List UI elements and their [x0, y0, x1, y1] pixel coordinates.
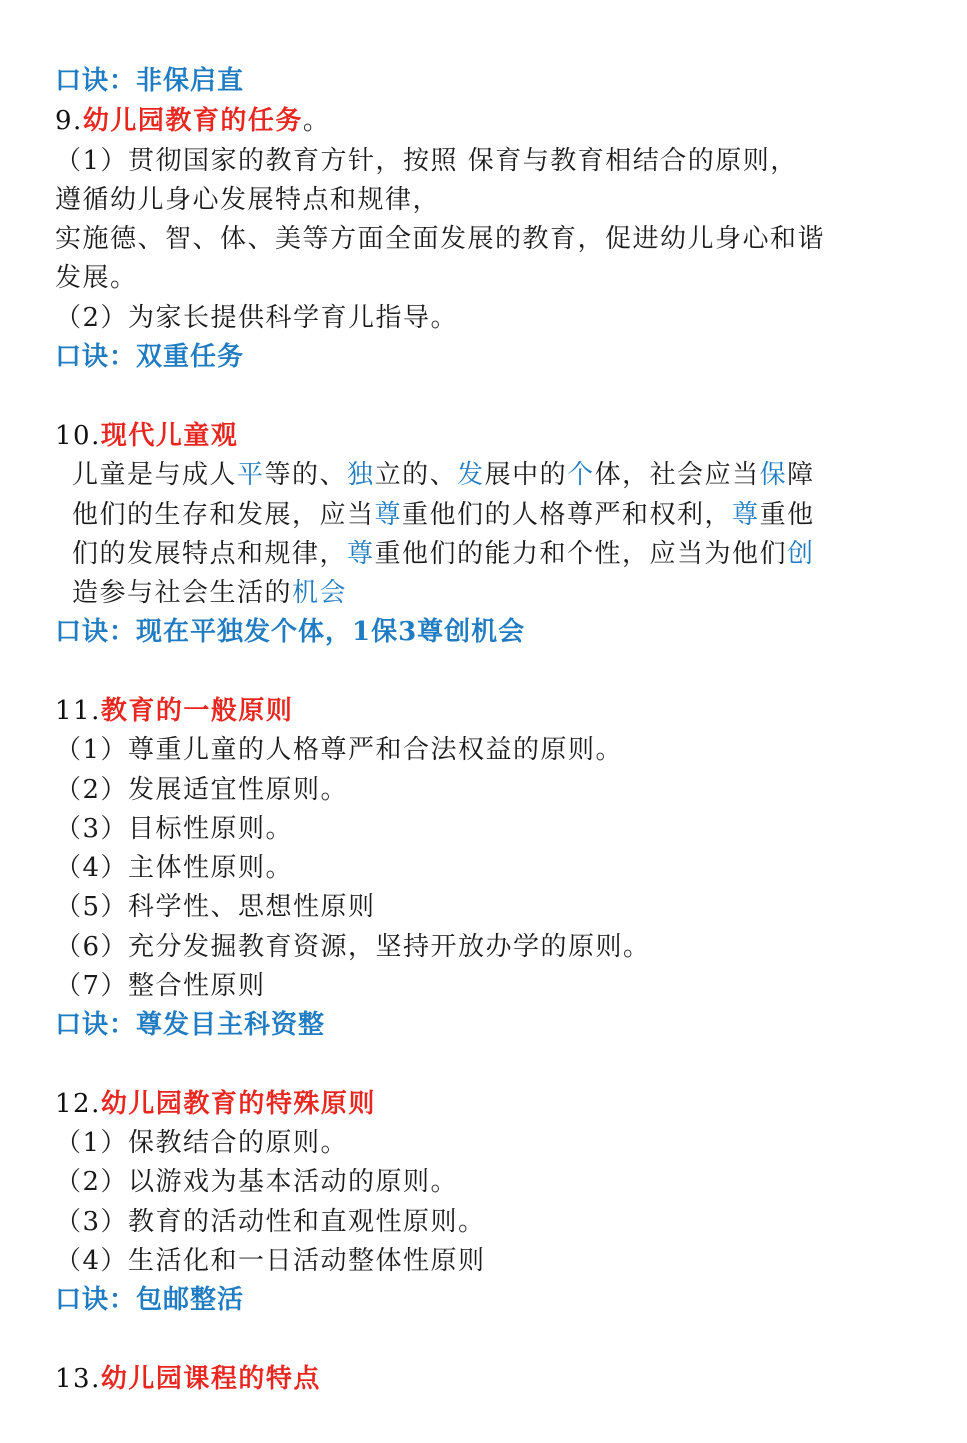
section-9-line-4: 发展。 [55, 263, 138, 293]
heading-number: 10. [55, 421, 101, 451]
section-11-item-5: （5）科学性、思想性原则 [55, 892, 376, 922]
keyword-highlight: 保 [759, 460, 788, 490]
keyword-highlight: 尊 [374, 500, 403, 530]
section-10-line-3 [72, 535, 815, 574]
section-10-line-4 [72, 574, 347, 613]
heading-section-13 [55, 1360, 321, 1399]
section-10-line-1 [72, 456, 815, 495]
section-9-line-2: 遵循幼儿身心发展特点和规律， [55, 185, 441, 215]
text-run: 立的、 [374, 460, 458, 490]
heading-number: 9. [55, 106, 83, 136]
section-12-item-2: （2）以游戏为基本活动的原则。 [55, 1167, 459, 1197]
mnemonic-top: 口诀：非保启直 [55, 66, 245, 96]
keyword-highlight: 独 [347, 460, 375, 490]
section-10-line-2 [72, 496, 815, 535]
heading-number: 13. [55, 1364, 101, 1394]
mnemonic-section-12: 口诀：包邮整活 [55, 1285, 245, 1315]
heading-section-12 [55, 1085, 376, 1124]
text-run: 儿童是与成人 [72, 460, 238, 490]
text-run: 重他们的能力和个性，应当为他们 [374, 539, 788, 569]
text-run: 重他 [759, 500, 815, 530]
heading-title: 幼儿园教育的任务 [82, 106, 303, 136]
text-run: 等的、 [264, 460, 348, 490]
keyword-highlight: 创 [787, 539, 815, 569]
section-12-item-3: （3）教育的活动性和直观性原则。 [55, 1207, 486, 1237]
heading-title: 幼儿园课程的特点 [100, 1364, 321, 1394]
mnemonic-section-9: 口诀：双重任务 [55, 342, 245, 372]
heading-title: 教育的一般原则 [100, 696, 294, 726]
section-9-line-3: 实施德、智、体、美等方面全面发展的教育，促进幼儿身心和谐 [55, 224, 826, 254]
text-run: 重他们的人格尊严和权利， [402, 500, 733, 530]
section-9-line-5: （2）为家长提供科学育儿指导。 [55, 303, 459, 333]
section-11-item-2: （2）发展适宜性原则。 [55, 775, 349, 805]
heading-section-9 [55, 102, 330, 141]
keyword-highlight: 发 [457, 460, 485, 490]
section-11-item-1: （1）尊重儿童的人格尊严和合法权益的原则。 [55, 735, 624, 765]
section-11-item-4: （4）主体性原则。 [55, 853, 294, 883]
heading-period: 。 [302, 106, 331, 136]
section-12-item-4: （4）生活化和一日活动整体性原则 [55, 1246, 486, 1276]
heading-section-10 [55, 417, 238, 456]
section-11-item-6: （6）充分发掘教育资源，坚持开放办学的原则。 [55, 932, 651, 962]
section-11-item-3: （3）目标性原则。 [55, 814, 294, 844]
heading-number: 12. [55, 1089, 101, 1119]
heading-title: 现代儿童观 [100, 421, 239, 451]
mnemonic-section-10: 口诀：现在平独发个体，1保3尊创机会 [55, 617, 526, 647]
heading-section-11 [55, 692, 293, 731]
text-run: 体，社会应当 [594, 460, 760, 490]
keyword-highlight: 机会 [292, 578, 348, 608]
mnemonic-section-11: 口诀：尊发目主科资整 [55, 1010, 326, 1040]
heading-title: 幼儿园教育的特殊原则 [100, 1089, 376, 1119]
keyword-highlight: 平 [237, 460, 265, 490]
keyword-highlight: 尊 [732, 500, 760, 530]
section-12-item-1: （1）保教结合的原则。 [55, 1128, 349, 1158]
keyword-highlight: 个 [567, 460, 595, 490]
text-run: 障 [787, 460, 815, 490]
text-run: 们的发展特点和规律， [72, 539, 348, 569]
section-9-line-1: （1）贯彻国家的教育方针，按照 保育与教育相结合的原则， [55, 146, 798, 176]
heading-number: 11. [55, 696, 101, 726]
text-run: 他们的生存和发展，应当 [72, 500, 375, 530]
text-run: 造参与社会生活的 [72, 578, 293, 608]
text-run: 展中的 [484, 460, 568, 490]
section-11-item-7: （7）整合性原则 [55, 971, 266, 1001]
keyword-highlight: 尊 [347, 539, 375, 569]
